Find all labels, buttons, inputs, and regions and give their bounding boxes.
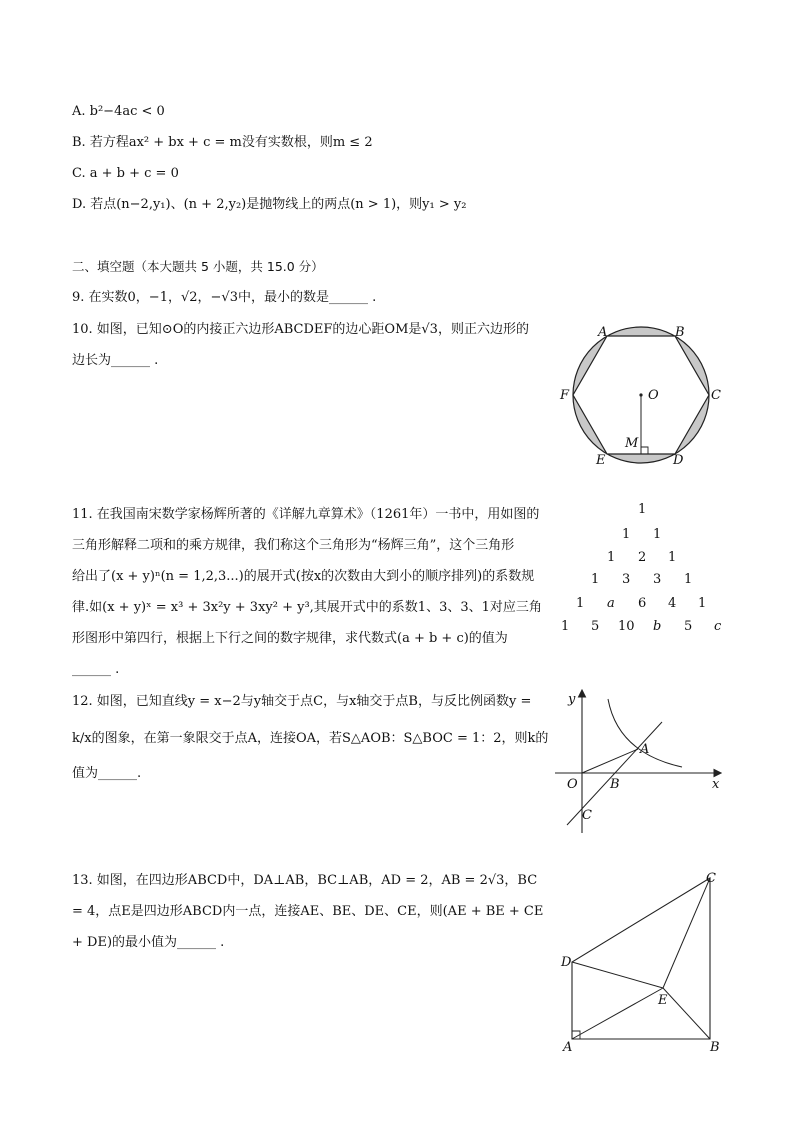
triangle-cell: 1 <box>607 550 616 565</box>
question-11-line4: 律.如(x + y)ˣ = x³ + 3x²y + 3xy² + y³,其展开式中的系数1、3、3、1对应三角 <box>72 600 542 615</box>
triangle-cell: 1 <box>638 502 647 517</box>
triangle-cell: 1 <box>622 527 631 542</box>
label-a: A <box>563 1040 573 1055</box>
label-e: E <box>658 993 668 1008</box>
segment-de <box>572 962 663 988</box>
triangle-cell-c: c <box>714 619 722 634</box>
triangle-cell: 5 <box>684 619 693 634</box>
triangle-cell: 4 <box>668 596 677 611</box>
triangle-cell: 1 <box>561 619 570 634</box>
coordinate-figure <box>550 685 730 835</box>
option-a: A. b²−4ac < 0 <box>72 104 165 119</box>
label-e: E <box>596 453 606 468</box>
triangle-cell-a: a <box>607 596 615 611</box>
label-x: x <box>712 777 720 792</box>
question-9: 9. 在实数0，−1，√2，−√3中，最小的数是______ . <box>72 290 377 305</box>
label-b: B <box>710 1040 720 1055</box>
triangle-cell: 1 <box>698 596 707 611</box>
triangle-cell: 1 <box>684 572 693 587</box>
label-o: O <box>648 388 659 403</box>
yang-hui-triangle <box>556 502 736 642</box>
option-c: C. a + b + c = 0 <box>72 166 179 181</box>
triangle-cell: 1 <box>653 527 662 542</box>
question-11-line5: 形图形中第四行，根据上下行之间的数字规律，求代数式(a + b + c)的值为 <box>72 631 508 646</box>
label-m: M <box>625 436 639 451</box>
segment-oa <box>582 749 638 773</box>
question-11-line1: 11. 在我国南宋数学家杨辉所著的《详解九章算术》（1261年）一书中，用如图的 <box>72 507 540 522</box>
question-10-line1: 10. 如图，已知⊙O的内接正六边形ABCDEF的边心距OM是√3，则正六边形的 <box>72 322 529 337</box>
option-d: D. 若点(n−2,y₁)、(n + 2,y₂)是抛物线上的两点(n > 1)，则y₁ > y₂ <box>72 197 467 212</box>
quadrilateral-abcd <box>572 878 710 1039</box>
label-o: O <box>567 777 578 792</box>
triangle-cell: 10 <box>618 619 635 634</box>
triangle-cell: 1 <box>591 572 600 587</box>
segment-ae <box>572 988 663 1039</box>
label-c: C <box>582 808 592 823</box>
section-heading: 二、填空题（本大题共 5 小题，共 15.0 分） <box>72 259 324 274</box>
hexagon-figure <box>555 318 730 468</box>
label-b: B <box>675 325 685 340</box>
label-c: C <box>711 388 721 403</box>
question-13-line1: 13. 如图，在四边形ABCD中，DA⊥AB，BC⊥AB，AD = 2，AB = 2√3，BC <box>72 873 538 888</box>
question-12-line1: 12. 如图，已知直线y = x−2与y轴交于点C，与x轴交于点B，与反比例函数y = <box>72 694 532 709</box>
triangle-cell: 5 <box>591 619 600 634</box>
segment-ce <box>663 878 710 988</box>
triangle-cell: 1 <box>668 550 677 565</box>
segment-be <box>663 988 710 1039</box>
option-b: B. 若方程ax² + bx + c = m没有实数根，则m ≤ 2 <box>72 135 373 150</box>
label-a: A <box>640 742 650 757</box>
question-12-line2: k/x的图象，在第一象限交于点A，连接OA，若S△AOB：S△BOC = 1：2，则k的 <box>72 731 549 746</box>
triangle-cell: 3 <box>622 572 631 587</box>
question-13-line3: + DE)的最小值为______ . <box>72 935 225 950</box>
label-d: D <box>561 955 572 970</box>
label-f: F <box>560 388 570 403</box>
triangle-cell: 3 <box>653 572 662 587</box>
label-c: C <box>706 871 716 886</box>
label-b: B <box>610 777 620 792</box>
label-a: A <box>598 325 608 340</box>
label-d: D <box>673 453 684 468</box>
triangle-cell-b: b <box>653 619 662 634</box>
triangle-cell: 1 <box>576 596 585 611</box>
question-13-line2: = 4，点E是四边形ABCD内一点，连接AE、BE、DE、CE，则(AE + BE + CE <box>72 904 544 919</box>
question-11-line2: 三角形解释二项和的乘方规律，我们称这个三角形为“杨辉三角”，这个三角形 <box>72 538 515 553</box>
quadrilateral-figure <box>555 868 730 1058</box>
question-11-line6: ______ . <box>72 662 120 677</box>
label-y: y <box>568 692 576 707</box>
question-12-line3: 值为______. <box>72 766 142 781</box>
center-point-o <box>639 393 642 396</box>
question-10-line2: 边长为______ . <box>72 353 159 368</box>
triangle-cell: 6 <box>638 596 647 611</box>
triangle-cell: 2 <box>638 550 647 565</box>
question-11-line3: 给出了(x + y)ⁿ(n = 1,2,3...)的展开式(按x的次数由大到小的顺序排列)的系数规 <box>72 569 535 584</box>
